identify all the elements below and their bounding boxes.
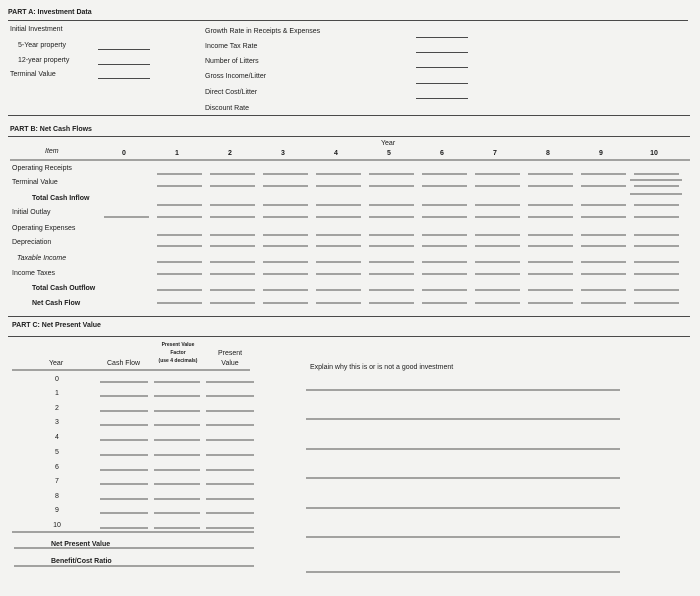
npv-year-4: 4 [55,434,59,441]
year-col-8: 8 [546,150,550,157]
year-col-9: 9 [599,150,603,157]
year-col-4: 4 [334,150,338,157]
part-c-title: PART C: Net Present Value [12,322,101,329]
part-b-title: PART B: Net Cash Flows [10,126,92,133]
npv-year-3: 3 [55,419,59,426]
row-operating-expenses: Operating Expenses [12,225,76,232]
five-year-property-label: 5-Year property [18,42,66,49]
npv-year-0: 0 [55,376,59,383]
npv-year-1: 1 [55,390,59,397]
row-depreciation: Depreciation [12,239,52,246]
npv-year-5: 5 [55,449,59,456]
year-col-2: 2 [228,150,232,157]
twelve-year-property-label: 12-year property [18,57,70,64]
npv-year-2: 2 [55,405,59,412]
benefit-cost-ratio-label: Benefit/Cost Ratio [51,558,112,565]
item-header: Item [45,148,59,155]
number-of-litters-label: Number of Litters [205,58,259,65]
terminal-value-label: Terminal Value [10,71,56,78]
part-a-title: PART A: Investment Data [8,9,92,16]
discount-rate-label: Discount Rate [205,105,249,112]
row-total-cash-outflow: Total Cash Outflow [32,285,96,292]
growth-rate-label: Growth Rate in Receipts & Expenses [205,28,321,35]
present-value-header-2: Value [221,360,239,367]
cash-flow-column-header: Cash Flow [107,360,141,367]
row-taxable-income: Taxable Income [17,255,67,262]
explain-prompt: Explain why this is or is not a good investment [310,364,454,371]
net-present-value-label: Net Present Value [51,541,111,548]
year-col-7: 7 [493,150,497,157]
npv-year-7: 7 [55,478,59,485]
present-value-header-1: Present [217,350,243,357]
pv-factor-header-3: (use 4 decimals) [158,358,198,364]
pv-factor-header-2: Factor [170,350,186,356]
row-operating-receipts: Operating Receipts [12,165,72,172]
year-col-6: 6 [440,150,444,157]
pv-factor-header-1: Present Value [161,342,195,348]
npv-year-6: 6 [55,464,59,471]
year-col-0: 0 [122,150,126,157]
npv-year-8: 8 [55,493,59,500]
initial-investment-label: Initial Investment [10,26,63,33]
year-col-5: 5 [387,150,391,157]
npv-year-10: 10 [53,522,61,529]
row-net-cash-flow: Net Cash Flow [32,300,81,307]
year-col-10: 10 [650,150,658,157]
year-column-header: Year [49,360,64,367]
direct-cost-label: Direct Cost/Litter [205,89,258,96]
year-col-3: 3 [281,150,285,157]
year-col-1: 1 [175,150,179,157]
npv-year-9: 9 [55,507,59,514]
income-tax-rate-label: Income Tax Rate [205,43,258,50]
row-terminal-value: Terminal Value [12,179,58,186]
gross-income-label: Gross Income/Litter [205,73,267,80]
row-total-cash-inflow: Total Cash Inflow [32,195,90,202]
row-initial-outlay: Initial Outlay [12,209,51,216]
year-header: Year [381,140,396,147]
row-income-taxes: Income Taxes [12,270,56,277]
